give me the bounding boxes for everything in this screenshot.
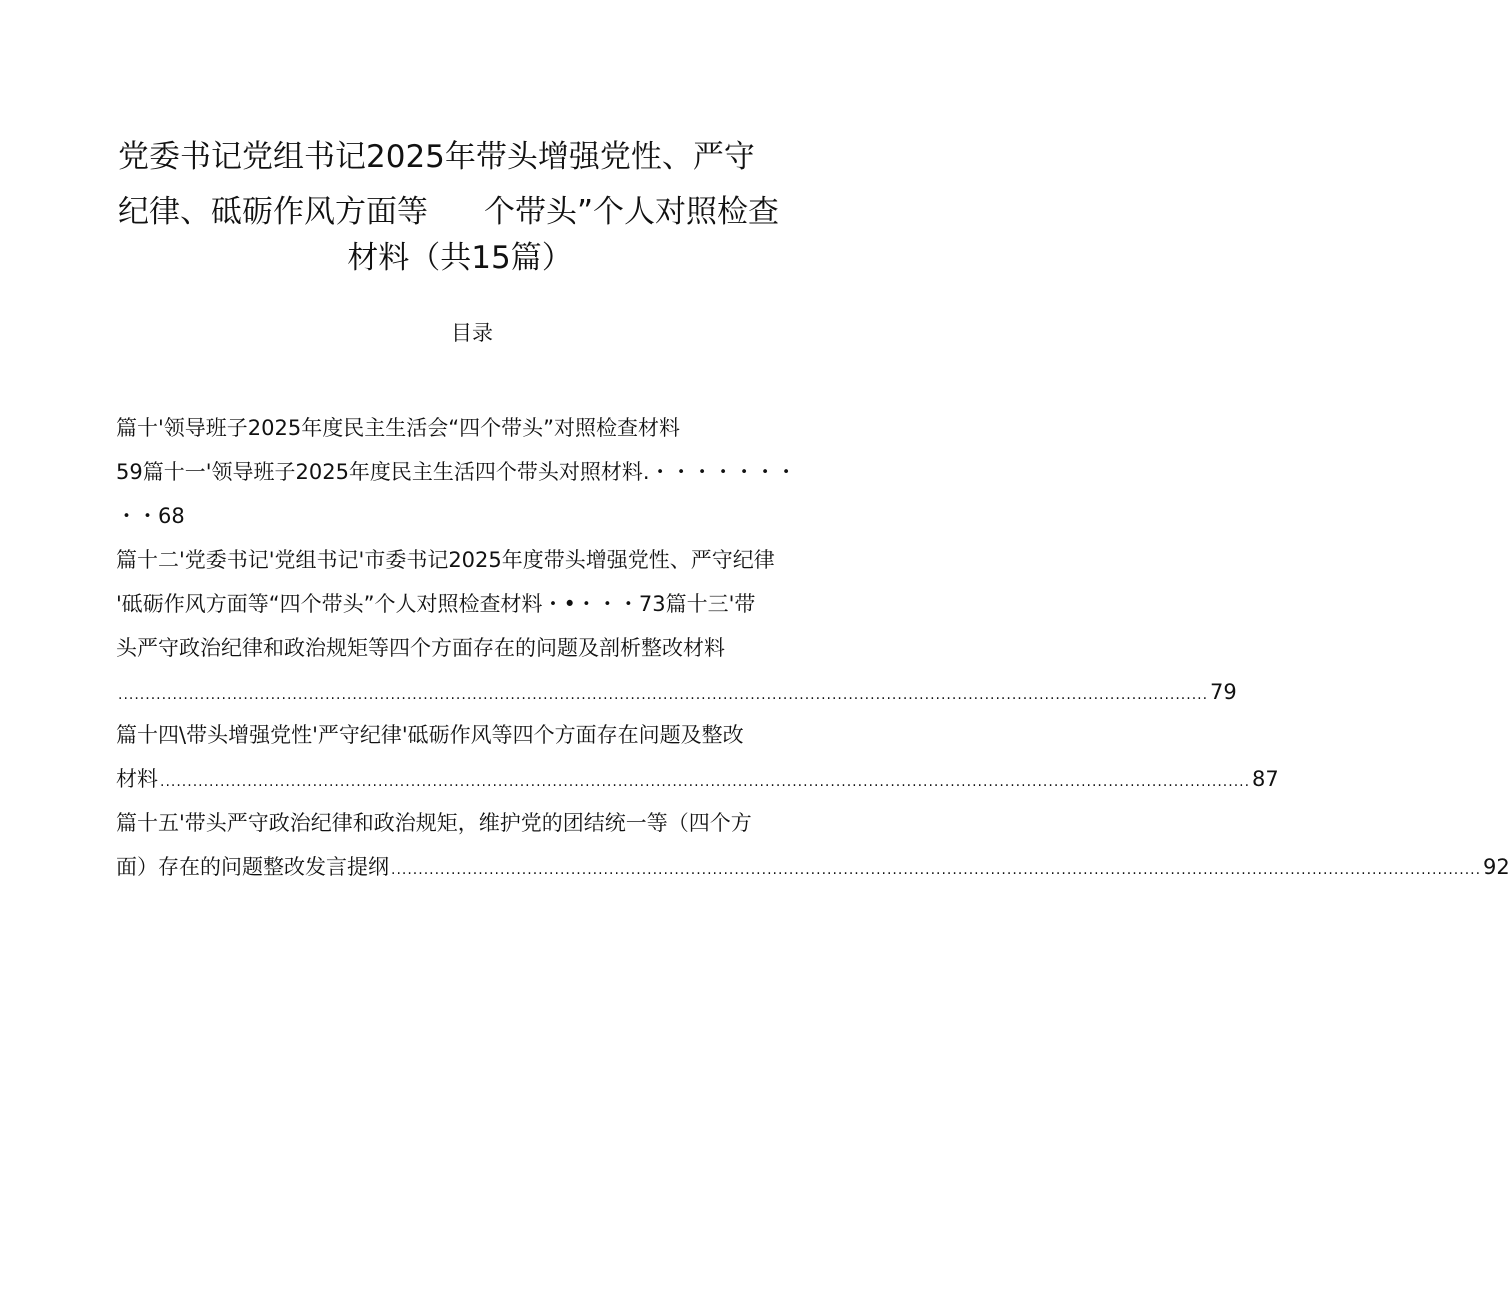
toc-page-number: 92 xyxy=(1483,855,1510,879)
dot-leader: ........................................................................................................................................................................................................ xyxy=(118,687,1209,703)
document-title-line-2 xyxy=(0,192,1038,232)
toc-page-number: 87 xyxy=(1252,767,1279,791)
document-title-line-1: 党委书记党组书记2025年带头增强党性、严守 xyxy=(118,139,755,175)
toc-line: 篇十五'带头严守政治纪律和政治规矩，维护党的团结统一等（四个方 xyxy=(116,811,752,835)
dot-leader: ........................................................................................................................................................................................................ xyxy=(160,774,1251,790)
title-line-2-part-b: 个带头”个人对照检查 xyxy=(484,194,780,230)
toc-line: 篇十四\带头增强党性'严守纪律'砥砺作风等四个方面存在问题及整改 xyxy=(116,723,744,747)
toc-line: ・・68 xyxy=(116,504,185,528)
toc-dotted-line xyxy=(116,764,1279,797)
document-title-line-3: 材料（共15篇） xyxy=(347,240,573,276)
title-line-2-part-a: 纪律、砥砺作风方面等 xyxy=(118,194,428,230)
toc-entry-text: 面）存在的问题整改发言提纲 xyxy=(116,855,389,879)
toc-dotted-line xyxy=(116,852,1510,885)
toc-line: '砥砺作风方面等“四个带头”个人对照检查材料・•・・・73篇十三'带 xyxy=(116,592,756,616)
toc-line: 59篇十一'领导班子2025年度民主生活四个带头对照材料.・・・・・・・ xyxy=(116,460,797,484)
dot-leader: ........................................................................................................................................................................................................ xyxy=(391,862,1482,878)
toc-line: 头严守政治纪律和政治规矩等四个方面存在的问题及剖析整改材料 xyxy=(116,636,725,660)
toc-dotted-line xyxy=(116,677,1237,710)
toc-entry-text: 材料 xyxy=(116,767,158,791)
toc-page-number: 79 xyxy=(1210,680,1237,704)
toc-line: 篇十'领导班子2025年度民主生活会“四个带头”对照检查材料 xyxy=(116,416,680,440)
toc-line: 篇十二'党委书记'党组书记'市委书记2025年度带头增强党性、严守纪律 xyxy=(116,548,775,572)
toc-heading: 目录 xyxy=(451,321,493,345)
